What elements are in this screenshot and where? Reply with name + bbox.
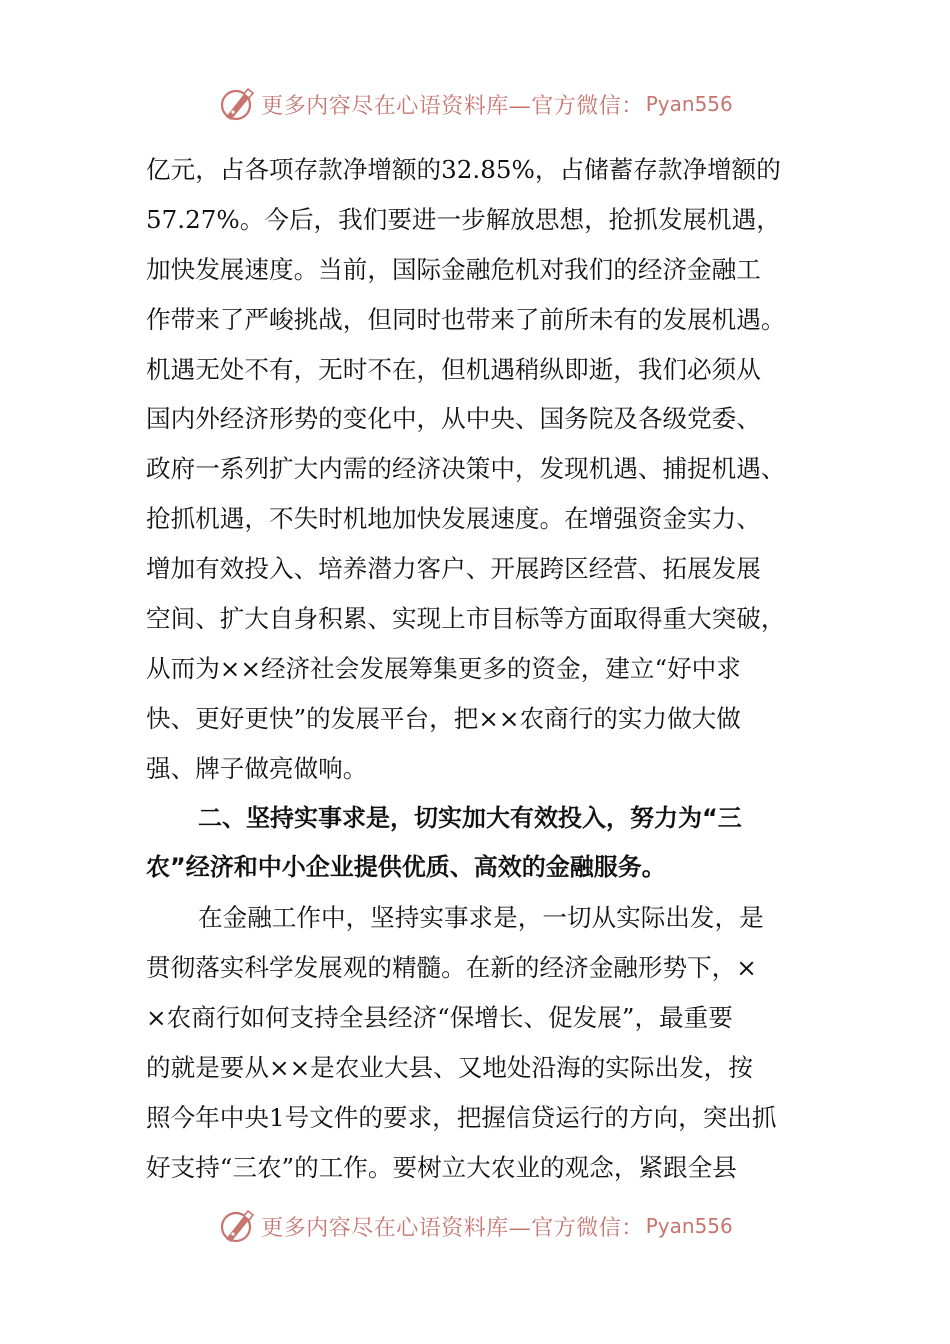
- watermark-text: 更多内容尽在心语资料库—官方微信：: [261, 93, 644, 119]
- header-watermark: [0, 82, 950, 126]
- watermark-wechat-id: Pyan556: [645, 92, 733, 116]
- text-line: 照今年中央1号文件的要求，把握信贷运行的方向，突出抓: [146, 1102, 777, 1132]
- text-line: 57.27%。今后，我们要进一步解放思想，抢抓发展机遇，: [146, 204, 781, 234]
- watermark-wechat-id: Pyan556: [645, 1214, 733, 1238]
- section-heading: [146, 794, 806, 894]
- text-line: 在金融工作中，坚持实事求是，一切从实际出发，是: [198, 903, 764, 933]
- watermark-text: 更多内容尽在心语资料库—官方微信：: [261, 1215, 644, 1241]
- document-body: [146, 145, 806, 1193]
- text-line: ×农商行如何支持全县经济“保增长、促发展”，最重要: [146, 1003, 733, 1033]
- text-line: 机遇无处不有，无时不在，但机遇稍纵即逝，我们必须从: [146, 354, 761, 384]
- paragraph: [146, 893, 806, 1192]
- text-line: 好支持“三农”的工作。要树立大农业的观念，紧跟全县: [146, 1152, 737, 1182]
- text-line: 从而为××经济社会发展筹集更多的资金，建立“好中求: [146, 653, 741, 683]
- text-line: 贯彻落实科学发展观的精髓。在新的经济金融形势下，×: [146, 953, 757, 983]
- text-line: 亿元，占各项存款净增额的32.85%，占储蓄存款净增额的: [146, 155, 781, 184]
- text-line: 加快发展速度。当前，国际金融危机对我们的经济金融工: [146, 254, 761, 284]
- text-line: 国内外经济形势的变化中，从中央、国务院及各级党委、: [146, 404, 761, 434]
- text-line: 作带来了严峻挑战，但同时也带来了前所未有的发展机遇。: [146, 304, 786, 334]
- text-line: 抢抓机遇，不失时机地加快发展速度。在增强资金实力、: [146, 504, 761, 534]
- pen-nib-logo-icon: [217, 84, 257, 124]
- text-line: 快、更好更快”的发展平台，把××农商行的实力做大做: [146, 703, 741, 733]
- text-line: 的就是要从××是农业大县、又地处沿海的实际出发，按: [146, 1053, 753, 1083]
- paragraph-continued: [146, 145, 806, 794]
- text-line: 强、牌子做亮做响。: [146, 753, 368, 783]
- text-line: 增加有效投入、培养潜力客户、开展跨区经营、拓展发展: [146, 554, 761, 584]
- heading-line: 农”经济和中小企业提供优质、高效的金融服务。: [146, 853, 666, 882]
- text-line: 空间、扩大自身积累、实现上市目标等方面取得重大突破，: [146, 604, 786, 634]
- text-line: 政府一系列扩大内需的经济决策中，发现机遇、捕捉机遇、: [146, 454, 786, 484]
- footer-watermark: [0, 1204, 950, 1248]
- pen-nib-logo-icon: [217, 1206, 257, 1246]
- heading-line: 二、坚持实事求是，切实加大有效投入，努力为“三: [198, 803, 742, 832]
